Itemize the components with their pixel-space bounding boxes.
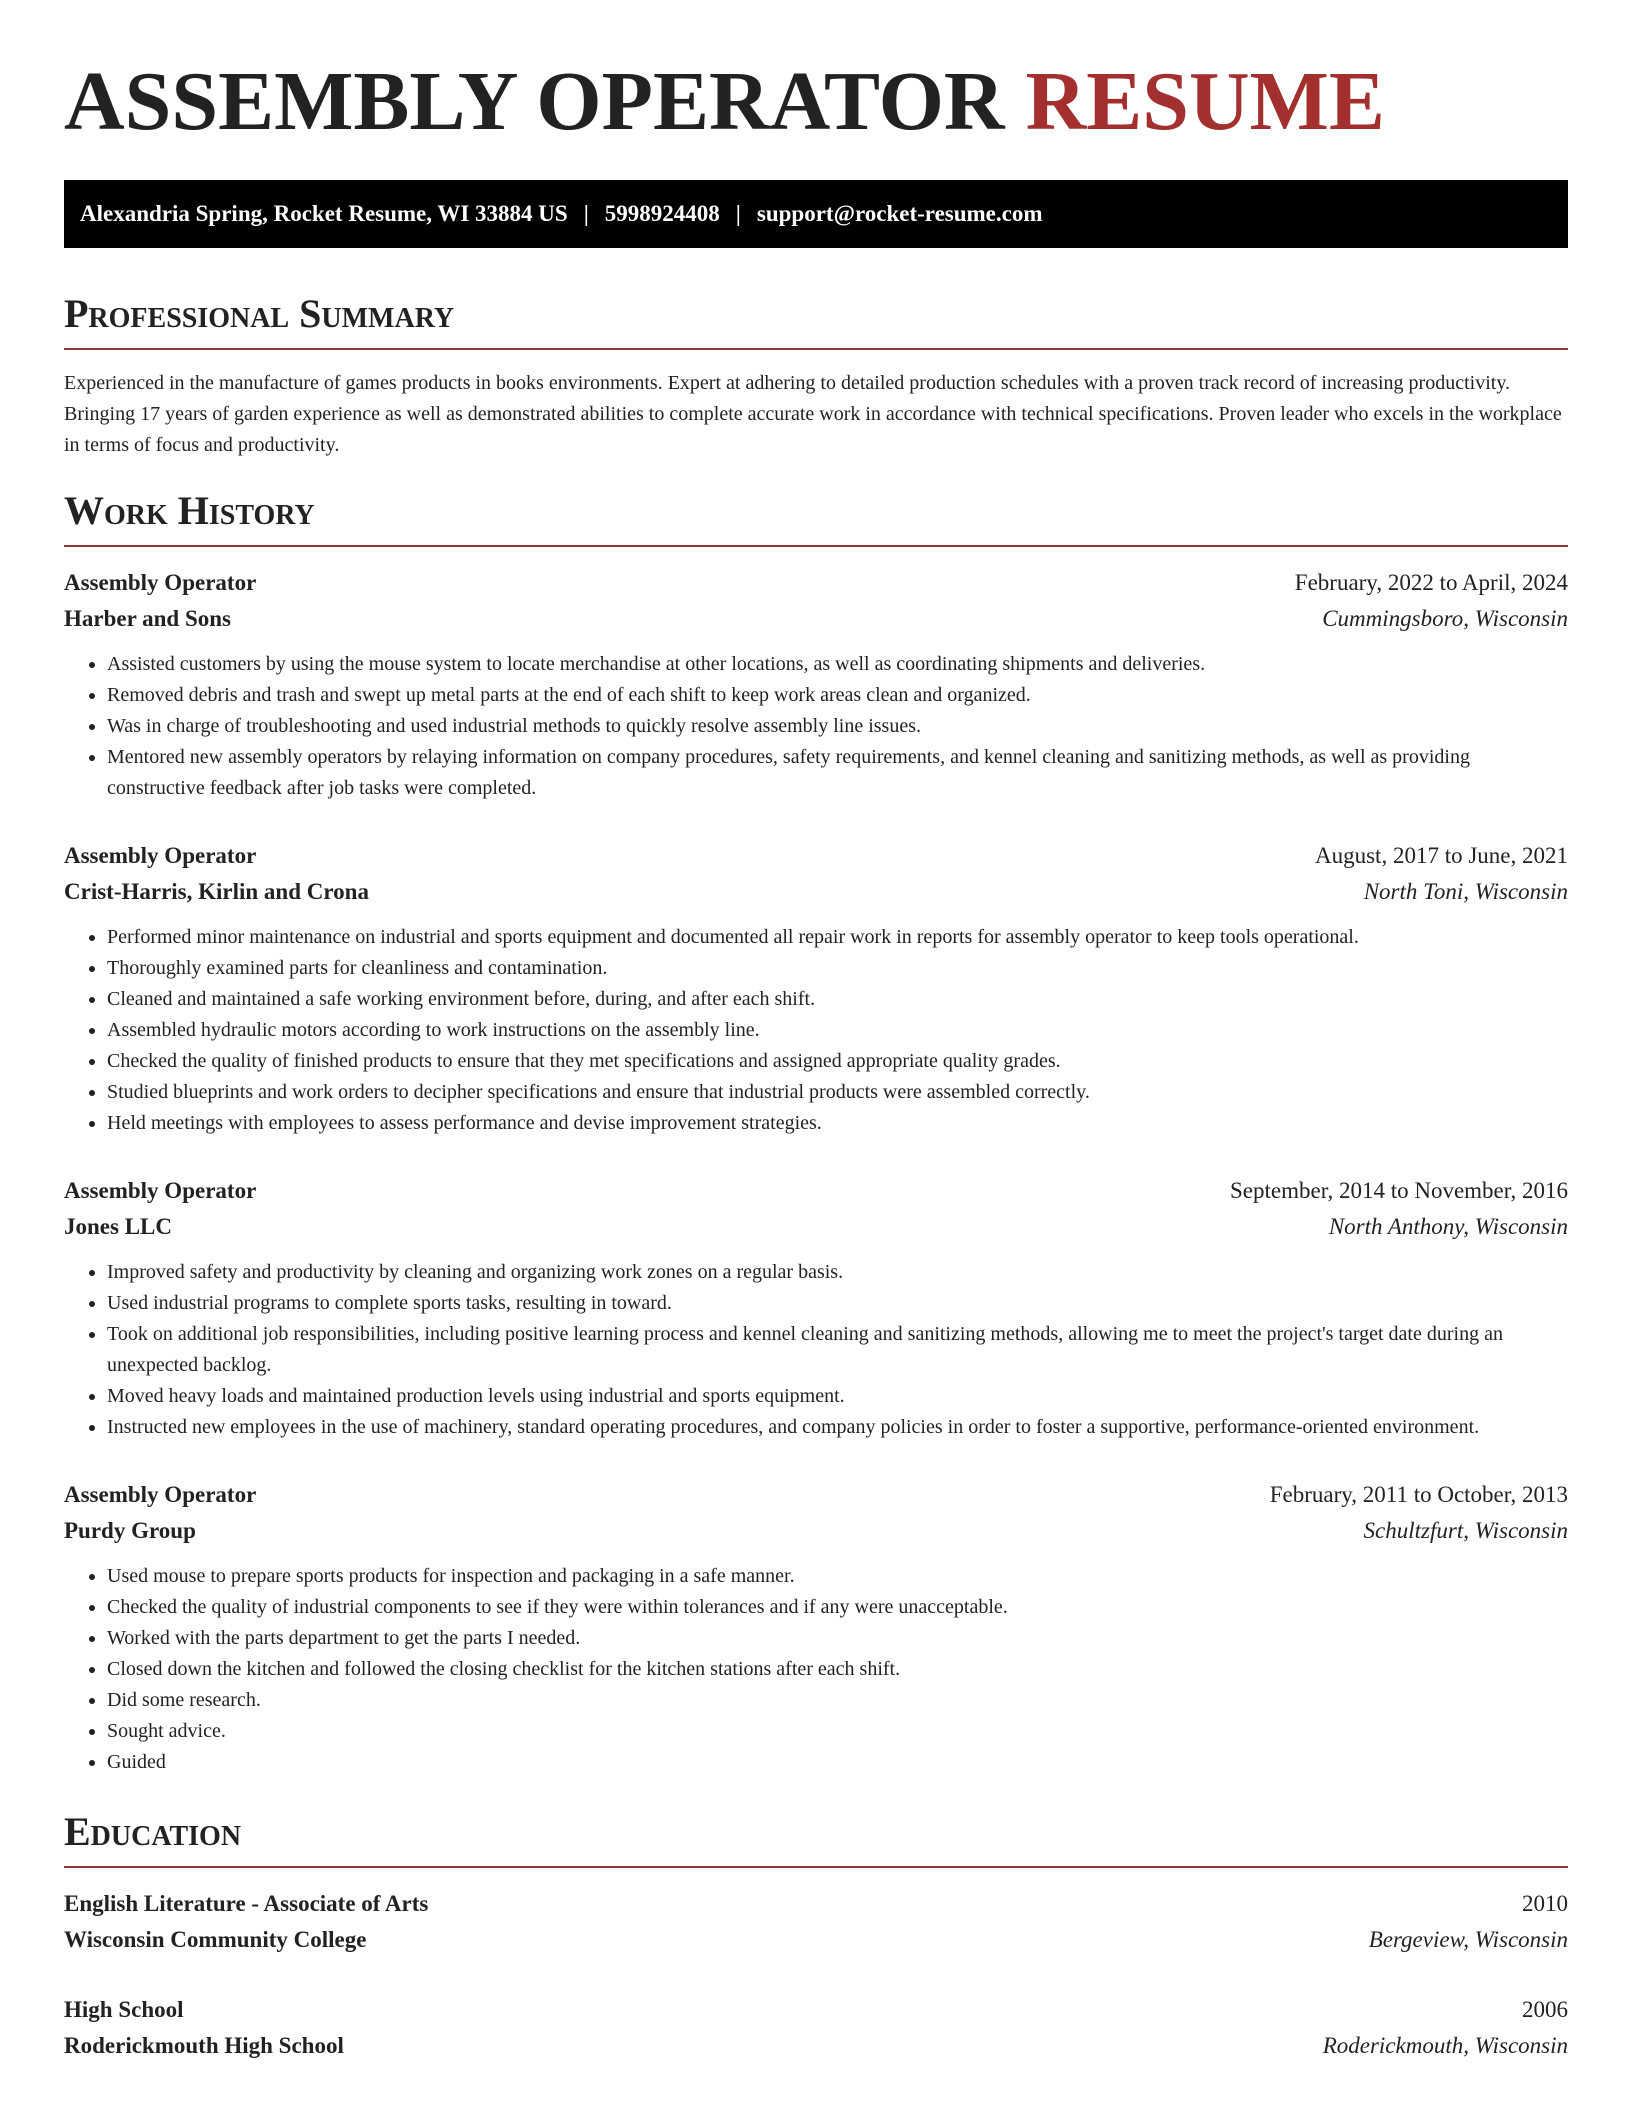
job-bullet: • Worked with the parts department to get the parts I needed. [107, 1623, 1568, 1654]
education-section [64, 1808, 1568, 2064]
section-heading-education: Education [64, 1809, 242, 1854]
job-title: Assembly Operator [64, 1178, 257, 1203]
contact-phone: 5998924408 [604, 201, 720, 226]
job-entry [64, 565, 1568, 804]
education-degree: English Literature - Associate of Arts [64, 1891, 429, 1916]
job-location: North Toni, Wisconsin [1363, 879, 1568, 904]
section-divider [64, 545, 1568, 547]
job-company: Crist-Harris, Kirlin and Crona [64, 879, 369, 904]
job-bullet: • Improved safety and productivity by cleaning and organizing work zones on a regular basis. [107, 1257, 1568, 1288]
title-main: ASSEMBLY OPERATOR [64, 55, 1005, 148]
job-entry [64, 838, 1568, 1139]
contact-separator: | [735, 201, 741, 226]
education-year: 2006 [1522, 1997, 1568, 2022]
education-degree-row [64, 1886, 1568, 1922]
job-company: Jones LLC [64, 1214, 172, 1239]
job-location: Schultzfurt, Wisconsin [1363, 1518, 1568, 1543]
job-bullet: • Instructed new employees in the use of machinery, standard operating procedures, and company policies in order to foster a supportive, performance-oriented environment. [107, 1412, 1568, 1443]
job-bullet: • Held meetings with employees to assess performance and devise improvement strategies. [107, 1108, 1568, 1139]
contact-email: support@rocket-resume.com [756, 201, 1043, 226]
job-title: Assembly Operator [64, 1482, 257, 1507]
job-dates: February, 2011 to October, 2013 [1269, 1482, 1568, 1507]
job-bullet-list [64, 1257, 1568, 1443]
job-company: Purdy Group [64, 1518, 196, 1543]
job-bullet: • Used mouse to prepare sports products for inspection and packaging in a safe manner. [107, 1561, 1568, 1592]
job-bullet: • Cleaned and maintained a safe working environment before, during, and after each shift. [107, 984, 1568, 1015]
education-list [64, 1886, 1568, 2064]
work-history-section [64, 487, 1568, 1778]
summary-text: Experienced in the manufacture of games products in books environments. Expert at adhering to detailed production schedules with a proven track record of increasing productivity. Bringing 17 years of garden experience as well as demonstrated abilities to complete accurate work in accordance with technical specifications. Proven leader who excels in the workplace in terms of focus and productivity. [64, 372, 1562, 456]
job-bullet: • Assembled hydraulic motors according to work instructions on the assembly line. [107, 1015, 1568, 1046]
education-location: Bergeview, Wisconsin [1368, 1927, 1568, 1952]
education-school: Roderickmouth High School [64, 2033, 344, 2058]
job-bullet: • Checked the quality of industrial components to see if they were within tolerances and if any were unacceptable. [107, 1592, 1568, 1623]
job-list [64, 565, 1568, 1778]
education-location: Roderickmouth, Wisconsin [1322, 2033, 1568, 2058]
job-entry [64, 1173, 1568, 1443]
job-title: Assembly Operator [64, 570, 257, 595]
job-entry [64, 1477, 1568, 1778]
education-entry [64, 1992, 1568, 2064]
job-bullet: • Sought advice. [107, 1716, 1568, 1747]
job-bullet: • Studied blueprints and work orders to decipher specifications and ensure that industrial products were assembled correctly. [107, 1077, 1568, 1108]
education-school: Wisconsin Community College [64, 1927, 367, 1952]
education-school-row [64, 1922, 1568, 1958]
job-bullet: • Assisted customers by using the mouse system to locate merchandise at other locations, as well as coordinating shipments and deliveries. [107, 649, 1568, 680]
job-title-row [64, 838, 1568, 874]
job-bullet: • Moved heavy loads and maintained production levels using industrial and sports equipment. [107, 1381, 1568, 1412]
job-bullet: • Closed down the kitchen and followed the closing checklist for the kitchen stations after each shift. [107, 1654, 1568, 1685]
education-entry [64, 1886, 1568, 1958]
job-dates: August, 2017 to June, 2021 [1315, 843, 1568, 868]
education-year: 2010 [1522, 1891, 1568, 1916]
job-bullet: • Thoroughly examined parts for cleanliness and contamination. [107, 953, 1568, 984]
title-accent: RESUME [1025, 55, 1385, 148]
job-bullet-list [64, 649, 1568, 804]
job-title-row [64, 565, 1568, 601]
job-bullet: • Performed minor maintenance on industrial and sports equipment and documented all repair work in reports for assembly operator to keep tools operational. [107, 922, 1568, 953]
job-title-row [64, 1173, 1568, 1209]
section-divider [64, 348, 1568, 350]
job-company-row [64, 1209, 1568, 1245]
job-location: Cummingsboro, Wisconsin [1322, 606, 1568, 631]
education-degree: High School [64, 1997, 184, 2022]
contact-separator: | [583, 201, 589, 226]
job-title: Assembly Operator [64, 843, 257, 868]
job-bullet: • Mentored new assembly operators by relaying information on company procedures, safety requirements, and kennel cleaning and sanitizing methods, as well as providing constructive feedback after job tasks were completed. [107, 742, 1568, 804]
job-company: Harber and Sons [64, 606, 232, 631]
contact-bar [64, 180, 1568, 248]
education-degree-row [64, 1992, 1568, 2028]
job-bullet: • Used industrial programs to complete sports tasks, resulting in toward. [107, 1288, 1568, 1319]
job-company-row [64, 601, 1568, 637]
education-school-row [64, 2028, 1568, 2064]
job-bullet: • Removed debris and trash and swept up metal parts at the end of each shift to keep work areas clean and organized. [107, 680, 1568, 711]
job-bullet: • Was in charge of troubleshooting and used industrial methods to quickly resolve assembly line issues. [107, 711, 1568, 742]
contact-address: Alexandria Spring, Rocket Resume, WI 33884 US [80, 201, 568, 226]
job-bullet: • Checked the quality of finished products to ensure that they met specifications and assigned appropriate quality grades. [107, 1046, 1568, 1077]
job-company-row [64, 1513, 1568, 1549]
job-location: North Anthony, Wisconsin [1328, 1214, 1568, 1239]
job-bullet-list [64, 1561, 1568, 1778]
job-bullet: • Did some research. [107, 1685, 1568, 1716]
job-bullet: • Guided [107, 1747, 1568, 1778]
section-heading-summary: Professional Summary [64, 291, 455, 336]
professional-summary-section [64, 290, 1568, 461]
resume-title [64, 52, 1568, 152]
section-heading-work: Work History [64, 488, 315, 533]
job-title-row [64, 1477, 1568, 1513]
section-divider [64, 1866, 1568, 1868]
job-bullet: • Took on additional job responsibilities, including positive learning process and kennel cleaning and sanitizing methods, allowing me to meet the project's target date during an unexpected backlog. [107, 1319, 1568, 1381]
job-bullet-list [64, 922, 1568, 1139]
job-dates: February, 2022 to April, 2024 [1294, 570, 1568, 595]
job-dates: September, 2014 to November, 2016 [1230, 1178, 1568, 1203]
job-company-row [64, 874, 1568, 910]
